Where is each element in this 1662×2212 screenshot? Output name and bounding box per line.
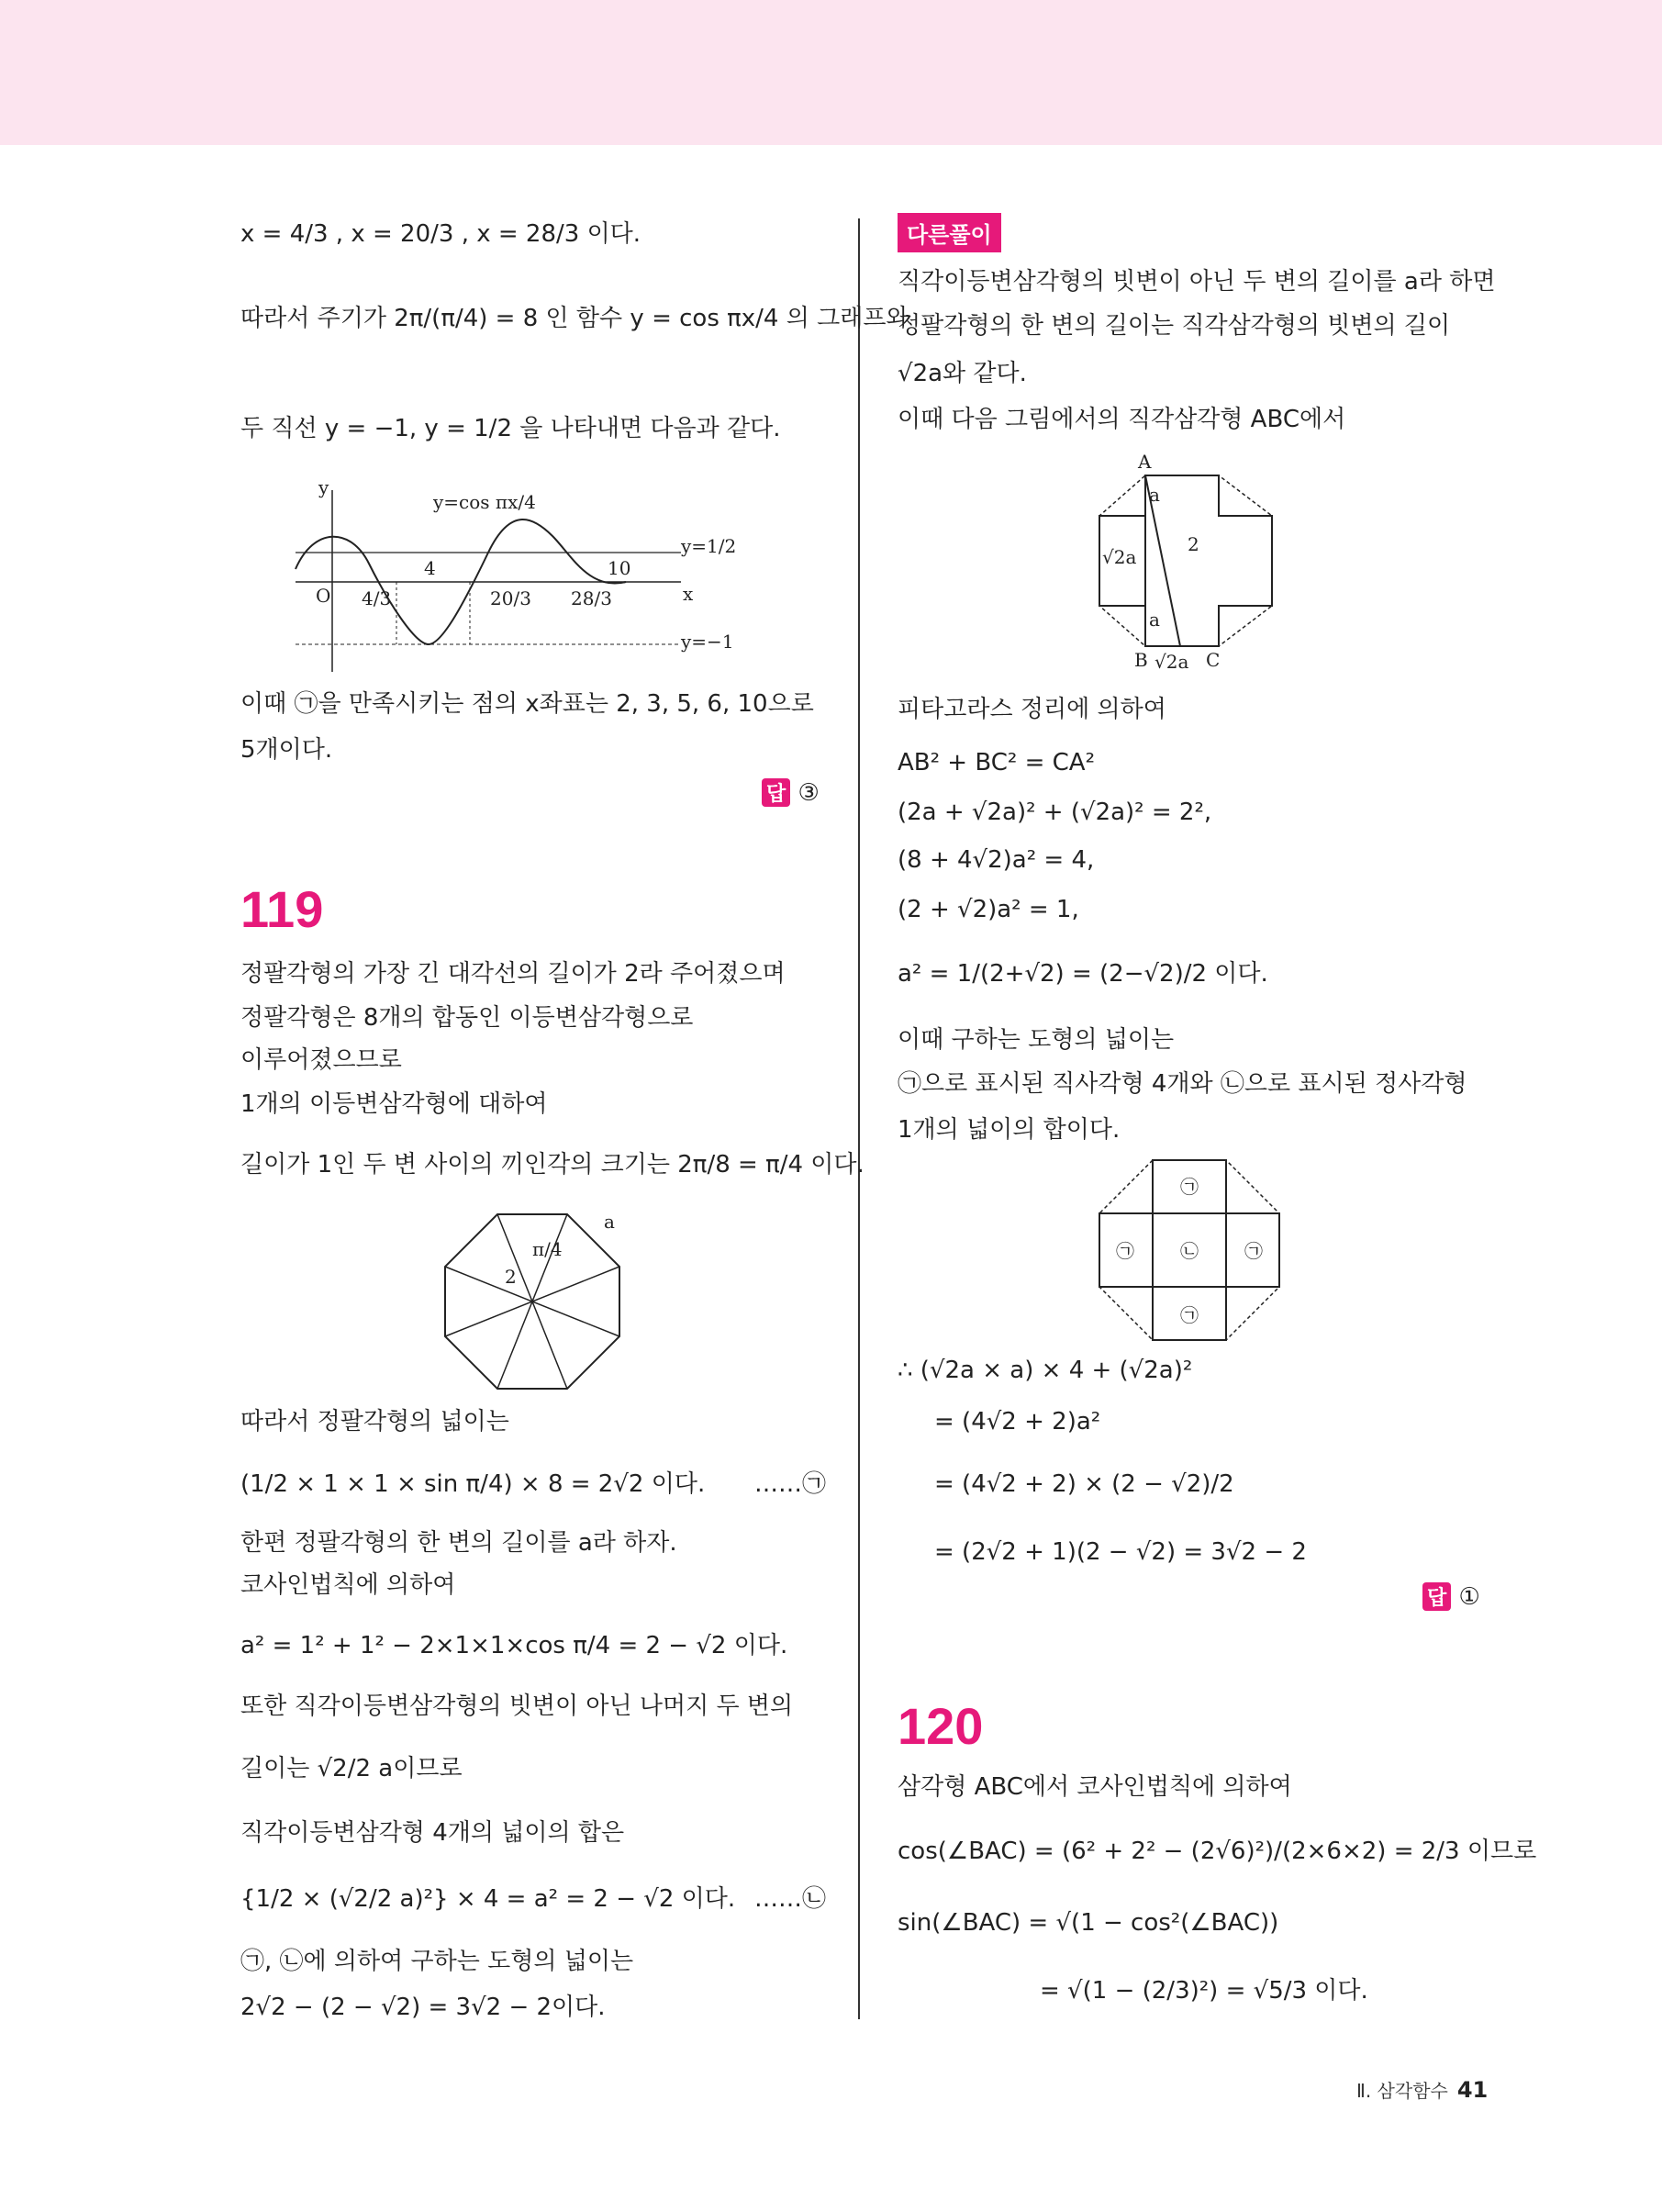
text-line: = (4√2 + 2) × (2 − √2)/2 bbox=[934, 1470, 1234, 1498]
answer-marker bbox=[1422, 1582, 1480, 1611]
text-line: = (4√2 + 2)a² bbox=[934, 1408, 1101, 1436]
text-line: a² = 1² + 1² − 2×1×1×cos π/4 = 2 − √2 이다. bbox=[240, 1632, 788, 1659]
text-line: 정팔각형의 한 변의 길이는 직각삼각형의 빗변의 길이 bbox=[898, 312, 1451, 340]
problem-number: 120 bbox=[898, 1697, 984, 1755]
text-line: 따라서 정팔각형의 넓이는 bbox=[240, 1408, 509, 1436]
text-line: sin(∠BAC) = √(1 − cos²(∠BAC)) bbox=[898, 1909, 1279, 1937]
header-band bbox=[0, 0, 1662, 145]
answer-tag: 답 bbox=[762, 778, 790, 807]
text-line: 이때 다음 그림에서의 직각삼각형 ABC에서 bbox=[898, 406, 1346, 433]
oct-label-angle: π/4 bbox=[532, 1238, 563, 1260]
text-line: 피타고라스 정리에 의하여 bbox=[898, 696, 1166, 723]
text-line: √2a와 같다. bbox=[898, 360, 1027, 387]
octagon-figure bbox=[441, 1210, 624, 1393]
fig-label-r2a: √2a bbox=[1102, 546, 1137, 568]
line-top-label: y=1/2 bbox=[681, 535, 737, 557]
text-line: 정팔각형은 8개의 합동인 이등변삼각형으로 bbox=[240, 1004, 694, 1032]
text-line: 5개이다. bbox=[240, 736, 333, 764]
rect-label: ㉠ bbox=[1180, 1304, 1199, 1326]
text-line: 이때 구하는 도형의 넓이는 bbox=[898, 1026, 1175, 1054]
text-line: (1/2 × 1 × 1 × sin π/4) × 8 = 2√2 이다. bbox=[240, 1470, 706, 1498]
answer-tag: 답 bbox=[1422, 1582, 1451, 1611]
origin-label: O bbox=[316, 585, 331, 607]
text-line: (8 + 4√2)a² = 4, bbox=[898, 846, 1095, 874]
curve-label: y=cos πx/4 bbox=[433, 491, 536, 513]
answer-marker bbox=[762, 778, 820, 807]
page-footer bbox=[1356, 2076, 1488, 2103]
text-line: {1/2 × (√2/2 a)²} × 4 = a² = 2 − √2 이다. bbox=[240, 1885, 736, 1913]
oct-label-a: a bbox=[604, 1211, 615, 1233]
text-line: (2 + √2)a² = 1, bbox=[898, 896, 1079, 923]
text-line: 이루어졌으므로 bbox=[240, 1046, 402, 1074]
text-line: 1개의 넓이의 합이다. bbox=[898, 1116, 1121, 1144]
vertex-A: A bbox=[1138, 451, 1152, 473]
text-line: ㉠으로 표시된 직사각형 4개와 ㉡으로 표시된 정사각형 bbox=[898, 1070, 1467, 1098]
text-line: 직각이등변삼각형 4개의 넓이의 합은 bbox=[240, 1819, 625, 1847]
fig-label-r2a: √2a bbox=[1154, 651, 1189, 673]
text-line: 코사인법칙에 의하여 bbox=[240, 1571, 456, 1599]
square-label: ㉡ bbox=[1180, 1240, 1199, 1262]
vertex-C: C bbox=[1206, 649, 1221, 671]
fig-label-2: 2 bbox=[1188, 533, 1199, 555]
text-line: ㉠, ㉡에 의하여 구하는 도형의 넓이는 bbox=[240, 1948, 634, 1975]
column-divider bbox=[858, 218, 860, 2019]
rect-label: ㉠ bbox=[1244, 1240, 1263, 1262]
fig-label-a: a bbox=[1149, 609, 1160, 631]
text-line: 삼각형 ABC에서 코사인법칙에 의하여 bbox=[898, 1773, 1292, 1801]
text-line: ∴ (√2a × a) × 4 + (√2a)² bbox=[898, 1357, 1193, 1384]
tick-label: 28/3 bbox=[571, 587, 612, 609]
text-line: 2√2 − (2 − √2) = 3√2 − 2이다. bbox=[240, 1994, 606, 2021]
text-line: x = 4/3 , x = 20/3 , x = 28/3 이다. bbox=[240, 220, 641, 248]
text-line: (2a + √2a)² + (√2a)² = 2², bbox=[898, 799, 1212, 826]
rect-label: ㉠ bbox=[1180, 1176, 1199, 1198]
text-line: AB² + BC² = CA² bbox=[898, 749, 1095, 776]
oct-label-2: 2 bbox=[505, 1266, 517, 1288]
text-line: 직각이등변삼각형의 빗변이 아닌 두 변의 길이를 a라 하면 bbox=[898, 268, 1496, 296]
tick-label: 4/3 bbox=[362, 587, 392, 609]
text-line: 이때 ㉠을 만족시키는 점의 x좌표는 2, 3, 5, 6, 10으로 bbox=[240, 690, 814, 718]
tick-label: 4 bbox=[424, 557, 436, 579]
equation-marker: ……㉡ bbox=[754, 1885, 827, 1913]
rect-label: ㉠ bbox=[1116, 1240, 1134, 1262]
vertex-B: B bbox=[1134, 649, 1148, 671]
text-line: 길이는 √2/2 a이므로 bbox=[240, 1755, 463, 1782]
equation-marker: ……㉠ bbox=[754, 1470, 827, 1498]
line-bottom-label: y=−1 bbox=[681, 631, 734, 653]
triangle-octagon-figure bbox=[1098, 450, 1299, 673]
problem-number: 119 bbox=[240, 880, 324, 938]
x-axis-label: x bbox=[683, 583, 694, 605]
answer-value: ③ bbox=[798, 779, 820, 807]
text-line: = √(1 − (2/3)²) = √5/3 이다. bbox=[1040, 1977, 1368, 2005]
y-axis-label: y bbox=[318, 476, 329, 498]
rectangles-octagon-figure bbox=[1098, 1158, 1281, 1342]
alternative-solution-label: 다른풀이 bbox=[898, 213, 1001, 252]
text-line: = (2√2 + 1)(2 − √2) = 3√2 − 2 bbox=[934, 1538, 1307, 1566]
text-line: a² = 1/(2+√2) = (2−√2)/2 이다. bbox=[898, 960, 1268, 988]
text-line: 두 직선 y = −1, y = 1/2 을 나타내면 다음과 같다. bbox=[240, 415, 781, 442]
answer-value: ① bbox=[1458, 1583, 1480, 1611]
tick-label: 10 bbox=[608, 557, 631, 579]
chapter-label: Ⅱ. 삼각함수 bbox=[1356, 2080, 1448, 2102]
text-line: 정팔각형의 가장 긴 대각선의 길이가 2라 주어졌으며 bbox=[240, 960, 786, 988]
cosine-graph bbox=[296, 476, 809, 674]
text-line: 1개의 이등변삼각형에 대하여 bbox=[240, 1090, 548, 1118]
text-line: 따라서 주기가 2π/(π/4) = 8 인 함수 y = cos πx/4 의 그래프와 bbox=[240, 305, 909, 332]
text-line: 길이가 1인 두 변 사이의 끼인각의 크기는 2π/8 = π/4 이다. bbox=[240, 1151, 864, 1179]
text-line: 한편 정팔각형의 한 변의 길이를 a라 하자. bbox=[240, 1529, 677, 1557]
fig-label-a: a bbox=[1149, 484, 1160, 506]
page-number: 41 bbox=[1456, 2077, 1489, 2103]
text-line: 또한 직각이등변삼각형의 빗변이 아닌 나머지 두 변의 bbox=[240, 1693, 794, 1720]
tick-label: 20/3 bbox=[490, 587, 531, 609]
text-line: cos(∠BAC) = (6² + 2² − (2√6)²)/(2×6×2) = 2/3 이므로 bbox=[898, 1838, 1537, 1865]
